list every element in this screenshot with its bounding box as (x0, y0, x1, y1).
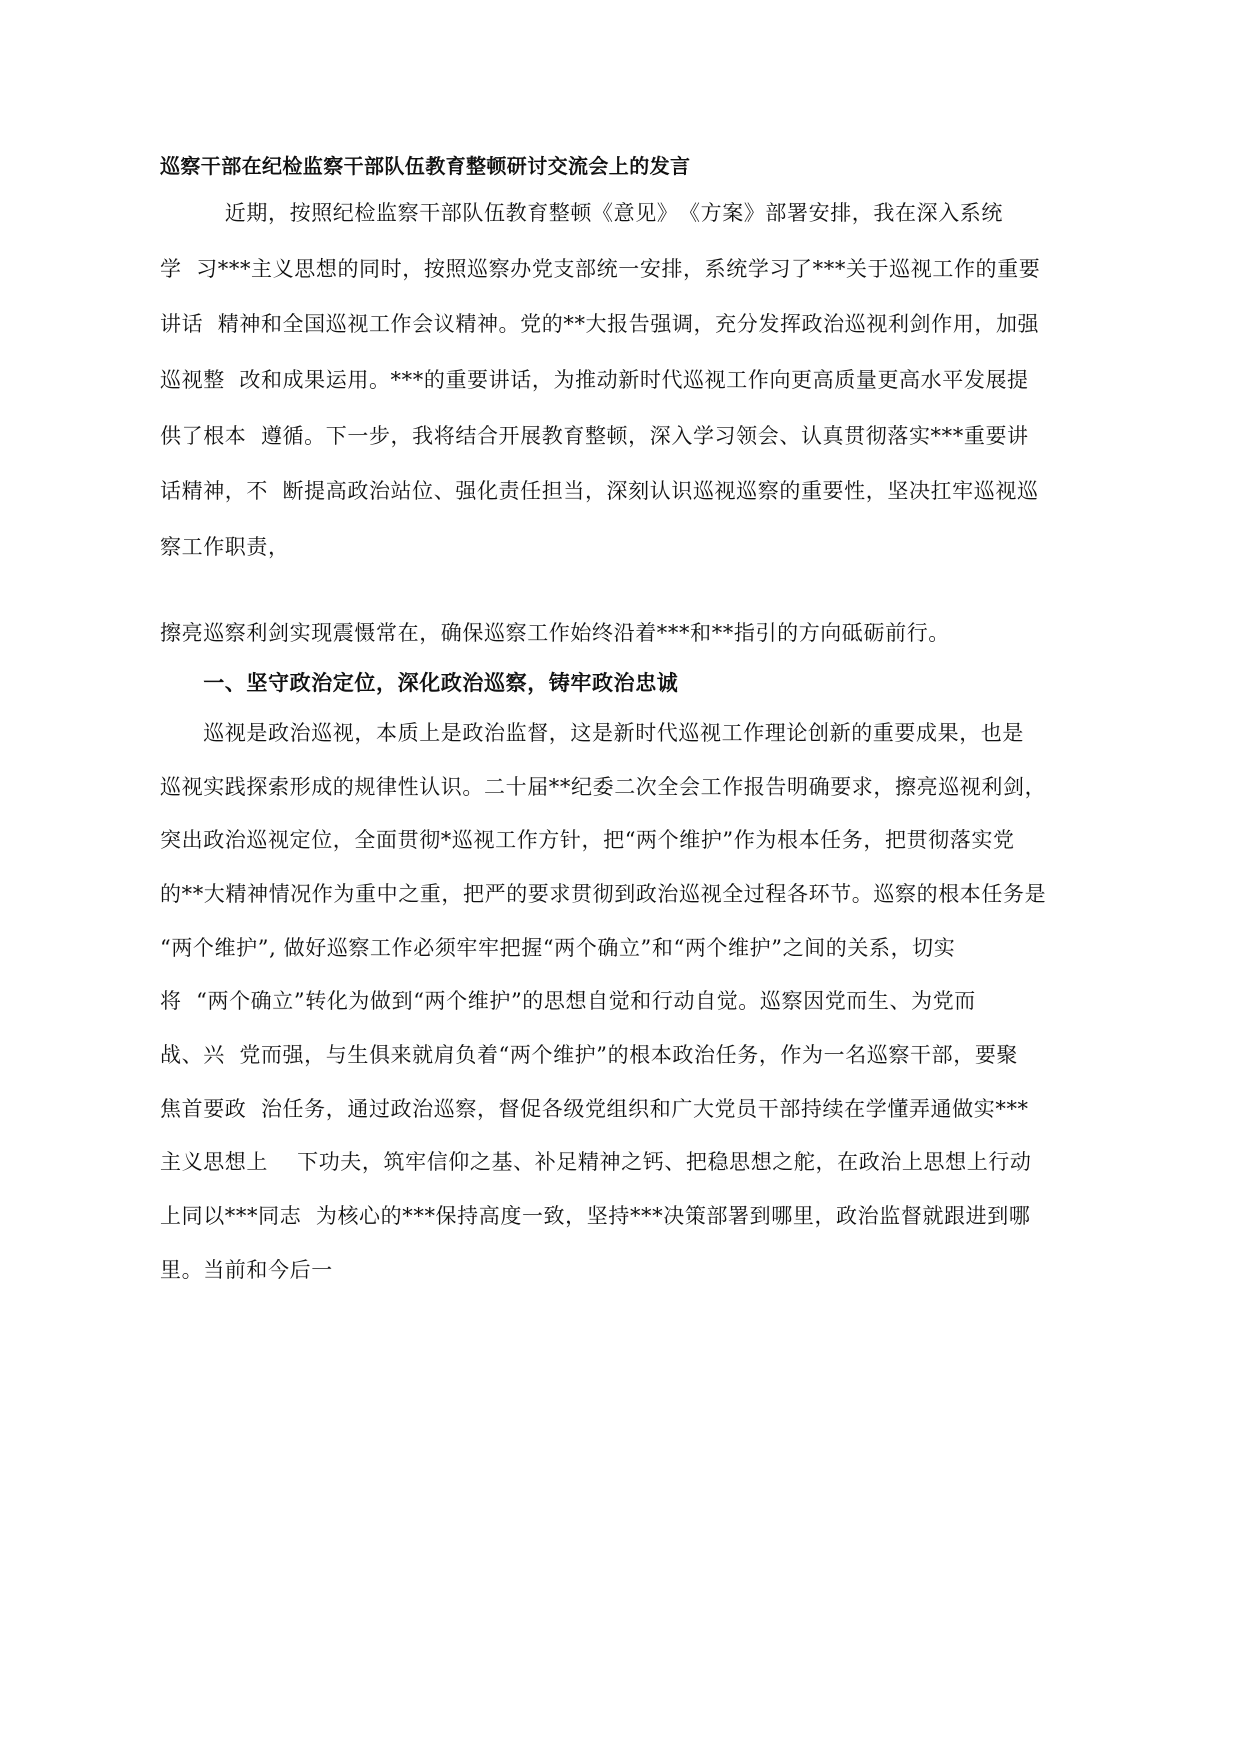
paragraph-line: 巡视实践探索形成的规律性认识。二十届**纪委二次全会工作报告明确要求，擦亮巡视利剑， (160, 775, 1047, 799)
paragraph-line: 的**大精神情况作为重中之重，把严的要求贯彻到政治巡视全过程各环节。巡察的根本任务是 (160, 882, 1047, 906)
document-title: 巡察干部在纪检监察干部队伍教育整顿研讨交流会上的发言 (160, 154, 691, 178)
paragraph-line: 供了根本 遵循。下一步，我将结合开展教育整顿，深入学习领会、认真贯彻落实***重要讲 (160, 424, 1029, 448)
paragraph-line: 里。当前和今后一 (160, 1258, 333, 1282)
paragraph-line: 察工作职责， (160, 535, 290, 559)
paragraph-line: 主义思想上 下功夫，筑牢信仰之基、补足精神之钙、把稳思想之舵，在政治上思想上行动 (160, 1150, 1032, 1174)
paragraph-line: 近期，按照纪检监察干部队伍教育整顿《意见》 《方案》部署安排，我在深入系统 (160, 201, 1003, 225)
paragraph-line: 突出政治巡视定位，全面贯彻*巡视工作方针，把“两个维护”作为根本任务，把贯彻落实党 (160, 828, 1015, 852)
paragraph-line: 学 习***主义思想的同时，按照巡察办党支部统一安排，系统学习了***关于巡视工作的重要 (160, 257, 1041, 281)
paragraph-line: “两个维护”, 做好巡察工作必须牢牢把握“两个确立”和“两个维护”之间的关系，切实 (160, 936, 956, 960)
paragraph-line: 擦亮巡察利剑实现震慑常在，确保巡察工作始终沿着***和**指引的方向砥砺前行。 (160, 621, 950, 645)
paragraph-line: 讲话 精神和全国巡视工作会议精神。党的**大报告强调，充分发挥政治巡视利剑作用，加强 (160, 312, 1040, 336)
paragraph-line: 话精神，不 断提高政治站位、强化责任担当，深刻认识巡视巡察的重要性，坚决扛牢巡视巡 (160, 479, 1039, 503)
paragraph-line: 上同以***同志 为核心的***保持高度一致，坚持***决策部署到哪里，政治监督就跟进到哪 (160, 1204, 1031, 1228)
paragraph-line: 巡视整 改和成果运用。***的重要讲话，为推动新时代巡视工作向更高质量更高水平发展提 (160, 368, 1029, 392)
paragraph-line: 将 “两个确立”转化为做到“两个维护”的思想自觉和行动自觉。巡察因党而生、为党而 (160, 989, 976, 1013)
paragraph-line: 焦首要政 治任务，通过政治巡察，督促各级党组织和广大党员干部持续在学懂弄通做实*** (160, 1097, 1029, 1121)
paragraph-line: 战、兴 党而强，与生俱来就肩负着“两个维护”的根本政治任务，作为一名巡察干部，要聚 (160, 1043, 1019, 1067)
paragraph-line: 巡视是政治巡视，本质上是政治监督，这是新时代巡视工作理论创新的重要成果，也是 (160, 721, 1024, 745)
section-heading: 一、坚守政治定位，深化政治巡察，铸牢政治忠诚 (160, 670, 679, 695)
